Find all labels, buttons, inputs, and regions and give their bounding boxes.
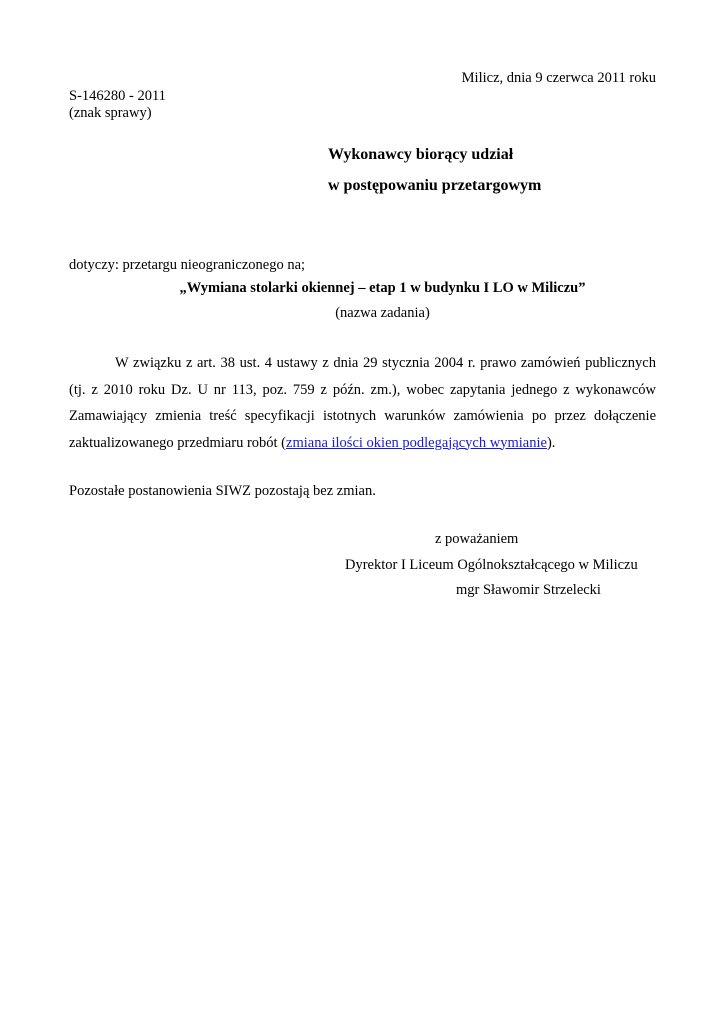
attachment-link[interactable]: zmiana ilości okien podlegających wymianie xyxy=(286,434,547,451)
place-date: Milicz, dnia 9 czerwca 2011 roku xyxy=(461,70,656,86)
paragraph-text: W związku z art. 38 ust. 4 ustawy z dnia 29 stycznia 2004 r. prawo zamówień publicznych (tj. z 2010 roku Dz. U nr 113, poz. 759 z późn. zm.), wobec zapytania jednego z wykonawców Zamawiający zmienia treść specyfikacji istotnych warunków zamówienia po przez dołączenie zaktualizowanego przedmiaru robót ( xyxy=(69,355,656,451)
task-name-note: (nazwa zadania) xyxy=(335,305,430,321)
case-number: S-146280 - 2011 xyxy=(69,88,166,104)
addressee-line-2: w postępowaniu przetargowym xyxy=(328,177,542,194)
task-name: „Wymiana stolarki okiennej – etap 1 w budynku I LO w Miliczu” xyxy=(179,280,586,296)
closing-regards: z poważaniem xyxy=(435,531,519,547)
signer-title: Dyrektor I Liceum Ogólnokształcącego w Miliczu xyxy=(345,557,638,573)
addressee-line-1: Wykonawcy biorący udział xyxy=(328,146,514,163)
paragraph-end: ). xyxy=(546,434,556,451)
remaining-provisions: Pozostałe postanowienia SIWZ pozostają bez zmian. xyxy=(69,483,376,499)
case-number-note: (znak sprawy) xyxy=(69,105,152,121)
signer-name: mgr Sławomir Strzelecki xyxy=(456,582,601,598)
subject-concerning: dotyczy: przetargu nieograniczonego na; xyxy=(69,257,306,273)
body-paragraph xyxy=(69,350,656,456)
